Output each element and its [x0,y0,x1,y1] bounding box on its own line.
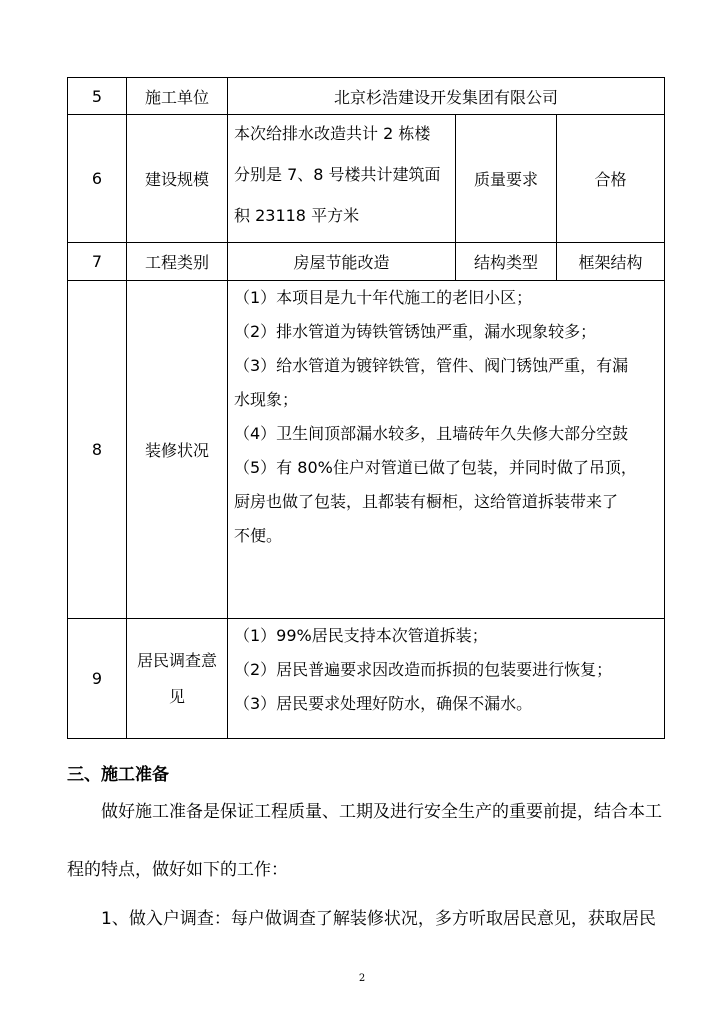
section-heading: 三、施工准备 [67,765,169,785]
list-item: 厨房也做了包装，且都装有橱柜，这给管道拆装带来了 [234,492,619,511]
row-label-construction-scale: 建设规模 [127,115,228,243]
construction-scale-value [228,115,456,243]
list-item: （2）排水管道为铸铁管锈蚀严重，漏水现象较多； [234,322,597,341]
row-number: 8 [68,281,127,619]
row-number: 6 [68,115,127,243]
label-line: 见 [168,686,185,706]
row-number: 7 [68,243,127,281]
row-label-project-category: 工程类别 [127,243,228,281]
row-label-decoration-status: 装修状况 [127,281,228,619]
table-row-9 [68,619,665,739]
project-category-value: 房屋节能改造 [228,243,456,281]
structure-type-label: 结构类型 [456,243,557,281]
list-item: （3）给水管道为镀锌铁管，管件、阀门锈蚀严重，有漏 [234,356,629,375]
structure-type-value: 框架结构 [557,243,665,281]
table-row-7 [68,243,665,281]
row-number: 5 [68,78,127,115]
table-row-8 [68,281,665,619]
list-item: （1）99%居民支持本次管道拆装； [234,626,488,645]
quality-requirement-label: 质量要求 [456,115,557,243]
table-row-5 [68,78,665,115]
paragraph-line: 程的特点，做好如下的工作： [67,860,288,880]
list-item: （1）本项目是九十年代施工的老旧小区； [234,288,533,307]
page-number: 2 [358,973,366,984]
row-number: 9 [68,619,127,739]
resident-survey-list [228,619,665,739]
list-item: （5）有 80%住户对管道已做了包装，并同时做了吊顶， [234,458,637,477]
project-info-table [67,77,665,739]
scale-line: 分别是 7、8 号楼共计建筑面 [234,165,441,184]
decoration-status-list [228,281,665,619]
table-row-6 [68,115,665,243]
paragraph-line: 1、做入户调查：每户做调查了解装修状况，多方听取居民意见，获取居民 [101,909,656,929]
list-item: （2）居民普遍要求因改造而拆损的包装要进行恢复； [234,660,613,679]
list-item: 不便。 [234,526,283,545]
list-item: 水现象； [234,390,299,409]
row-label-resident-survey [127,619,228,739]
construction-unit-value: 北京杉浩建设开发集团有限公司 [228,78,665,115]
list-item: （3）居民要求处理好防水，确保不漏水。 [234,694,533,713]
label-line: 居民调查意 [136,650,217,670]
scale-line: 本次给排水改造共计 2 栋楼 [234,124,431,143]
row-label-construction-unit: 施工单位 [127,78,228,115]
paragraph-line: 做好施工准备是保证工程质量、工期及进行安全生产的重要前提，结合本工 [101,802,662,822]
quality-requirement-value: 合格 [557,115,665,243]
scale-line: 积 23118 平方米 [234,206,360,225]
list-item: （4）卫生间顶部漏水较多，且墙砖年久失修大部分空鼓 [234,424,629,443]
